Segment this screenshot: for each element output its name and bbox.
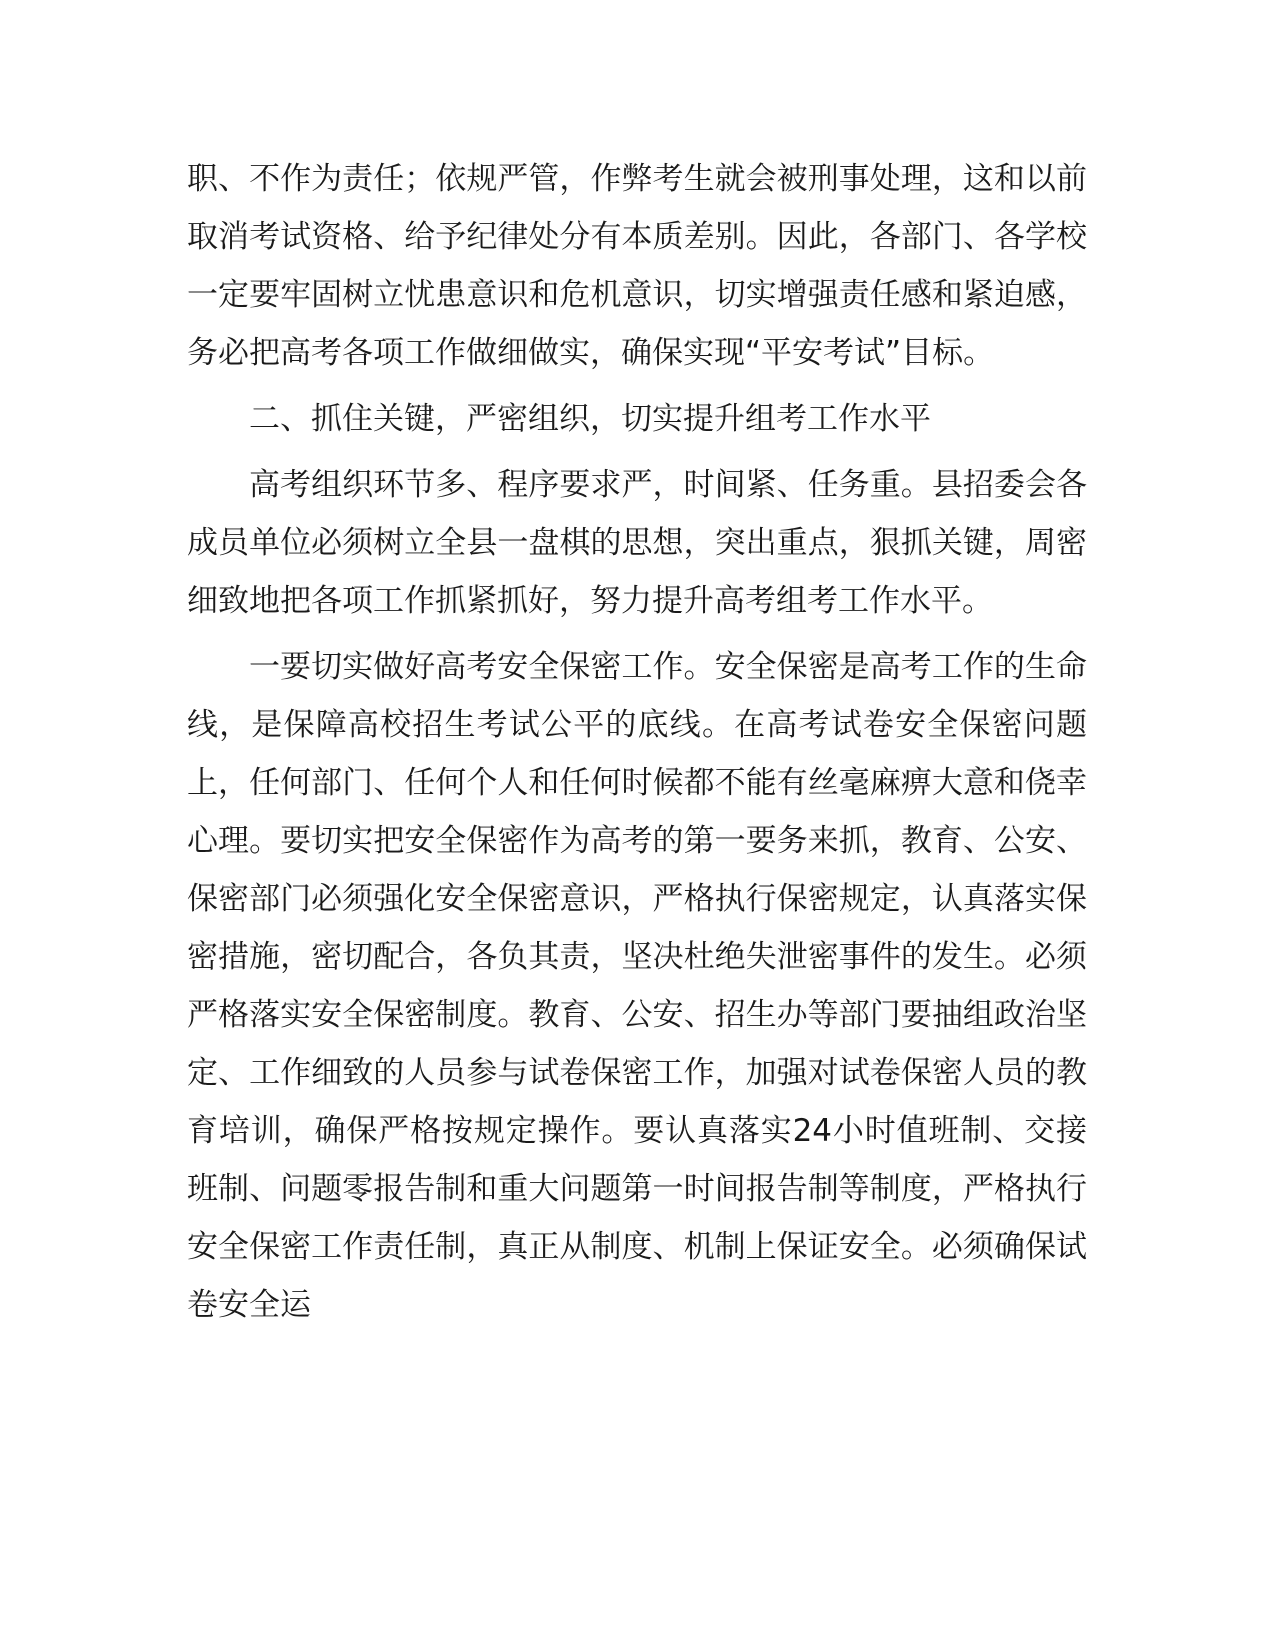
paragraph-continuation: 职、不作为责任；依规严管，作弊考生就会被刑事处理，这和以前取消考试资格、给予纪律处分有本质差别。因此，各部门、各学校一定要牢固树立忧患意识和危机意识，切实增强责任感和紧迫感，务必把高考各项工作做细做实，确保实现“平安考试”目标。 (187, 161, 1087, 371)
section-heading: 二、抓住关键，严密组织，切实提升组考工作水平 (249, 401, 931, 437)
paragraph-security: 一要切实做好高考安全保密工作。安全保密是高考工作的生命线，是保障高校招生考试公平的底线。在高考试卷安全保密问题上，任何部门、任何个人和任何时候都不能有丝毫麻痹大意和侥幸心理。要切实把安全保密作为高考的第一要务来抓，教育、公安、保密部门必须强化安全保密意识，严格执行保密规定，认真落实保密措施，密切配合，各负其责，坚决杜绝失泄密事件的发生。必须严格落实安全保密制度。教育、公安、招生办等部门要抽组政治坚定、工作细致的人员参与试卷保密工作，加强对试卷保密人员的教育培训，确保严格按规定操作。要认真落实24小时值班制、交接班制、问题零报告制和重大问题第一时间报告制等制度，严格执行安全保密工作责任制，真正从制度、机制上保证安全。必须确保试卷安全运 (187, 649, 1087, 1323)
document-body (187, 150, 1087, 1342)
paragraph-intro: 高考组织环节多、程序要求严，时间紧、任务重。县招委会各成员单位必须树立全县一盘棋的思想，突出重点，狠抓关键，周密细致地把各项工作抓紧抓好，努力提升高考组考工作水平。 (187, 467, 1087, 619)
